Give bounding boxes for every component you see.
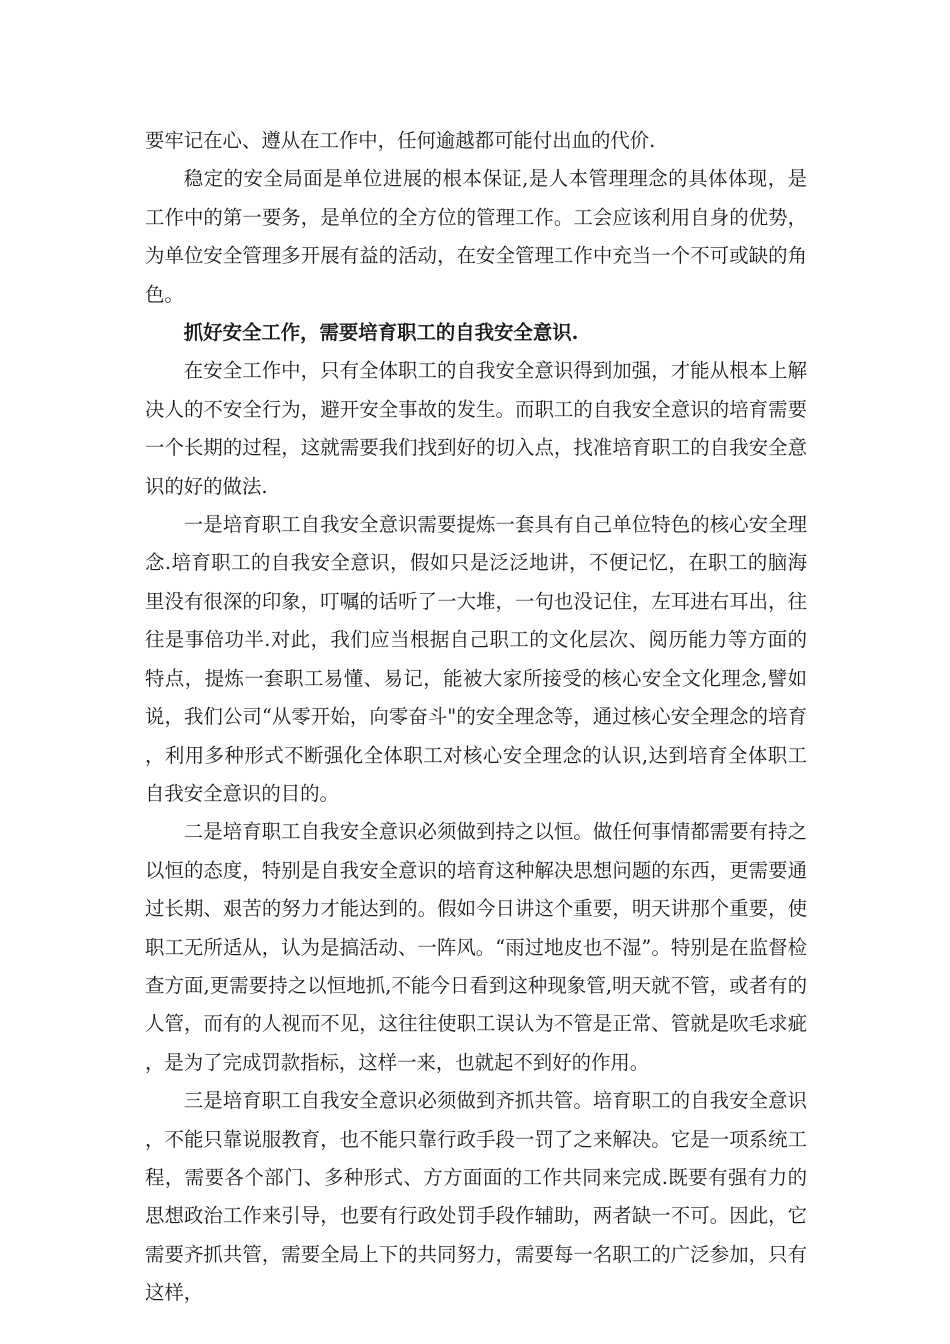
document-page — [145, 122, 807, 1313]
section-heading: 抓好安全工作，需要培育职工的自我安全意识. — [183, 321, 579, 345]
paragraph-continuation: 要牢记在心、遵从在工作中，任何逾越都可能付出血的代价. — [145, 129, 656, 152]
paragraph-self-awareness: 在安全工作中，只有全体职工的自我安全意识得到加强，才能从根本上解决人的不安全行为，避开安全事故的发生。而职工的自我安全意识的培育需要一个长期的过程，这就需要我们找到好的切入点，找准培育职工的自我安全意识的好的做法. — [145, 359, 807, 498]
paragraph-point-one: 一是培育职工自我安全意识需要提炼一套具有自己单位特色的核心安全理念.培育职工的自我安全意识，假如只是泛泛地讲，不便记忆，在职工的脑海里没有很深的印象，叮嘱的话听了一大堆，一句也没记住，左耳进右耳出，往往是事倍功半.对此，我们应当根据自己职工的文化层次、阅历能力等方面的特点，提炼一套职工易懂、易记，能被大家所接受的核心安全文化理念,譬如说，我们公司“从零开始，向零奋斗"的安全理念等，通过核心安全理念的培育，利用多种形式不断强化全体职工对核心安全理念的认识,达到培育全体职工自我安全意识的目的。 — [145, 513, 807, 805]
paragraph-point-three: 三是培育职工自我安全意识必须做到齐抓共管。培育职工的自我安全意识，不能只靠说服教育，也不能只靠行政手段一罚了之来解决。它是一项系统工程，需要各个部门、多种形式、方方面面的工作共同来完成.既要有强有力的思想政治工作来引导，也要有行政处罚手段作辅助，两者缺一不可。因此，它需要齐抓共管，需要全局上下的共同努力，需要每一名职工的广泛参加，只有这样， — [145, 1089, 807, 1305]
paragraph-point-two: 二是培育职工自我安全意识必须做到持之以恒。做任何事情都需要有持之以恒的态度，特别是自我安全意识的培育这种解决思想问题的东西，更需要通过长期、艰苦的努力才能达到的。假如今日讲这个重要，明天讲那个重要，使职工无所适从，认为是搞活动、一阵风。“雨过地皮也不湿”。特别是在监督检查方面,更需要持之以恒地抓,不能今日看到这种现象管,明天就不管，或者有的人管，而有的人视而不见，这往往使职工误认为不管是正常、管就是吹毛求疵，是为了完成罚款指标，这样一来，也就起不到好的作用。 — [145, 820, 807, 1074]
paragraph-safety-situation: 稳定的安全局面是单位进展的根本保证,是人本管理理念的具体体现，是工作中的第一要务，是单位的全方位的管理工作。工会应该利用自身的优势，为单位安全管理多开展有益的活动，在安全管理工作中充当一个不可或缺的角色。 — [145, 167, 807, 306]
